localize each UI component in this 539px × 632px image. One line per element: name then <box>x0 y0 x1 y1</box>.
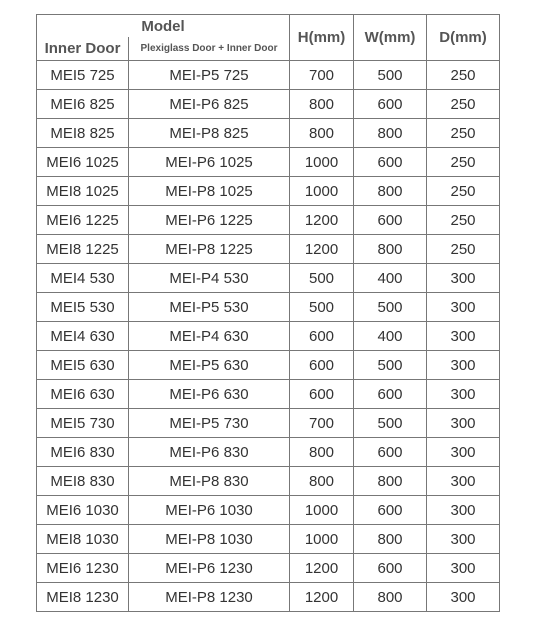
inner-door-cell: MEI8 825 <box>37 119 129 148</box>
depth-cell: 250 <box>427 235 500 264</box>
inner-door-cell: MEI4 630 <box>37 322 129 351</box>
width-cell: 600 <box>354 496 427 525</box>
width-cell: 800 <box>354 119 427 148</box>
table-row <box>37 409 500 438</box>
dimensions-table <box>36 14 500 612</box>
height-cell: 800 <box>290 90 354 119</box>
depth-cell: 250 <box>427 119 500 148</box>
table-row <box>37 525 500 554</box>
inner-door-cell: MEI6 1230 <box>37 554 129 583</box>
inner-door-cell: MEI5 725 <box>37 61 129 90</box>
plexiglass-door-cell: MEI-P6 830 <box>129 438 290 467</box>
depth-cell: 300 <box>427 554 500 583</box>
width-cell: 600 <box>354 148 427 177</box>
width-cell: 500 <box>354 351 427 380</box>
width-cell: 800 <box>354 467 427 496</box>
height-cell: 1200 <box>290 235 354 264</box>
plexiglass-door-cell: MEI-P4 630 <box>129 322 290 351</box>
depth-cell: 300 <box>427 467 500 496</box>
plexiglass-door-cell: MEI-P8 1225 <box>129 235 290 264</box>
width-cell: 600 <box>354 554 427 583</box>
inner-door-cell: MEI8 1225 <box>37 235 129 264</box>
table-row <box>37 264 500 293</box>
width-cell: 400 <box>354 322 427 351</box>
height-cell: 600 <box>290 351 354 380</box>
height-cell: 800 <box>290 119 354 148</box>
depth-cell: 300 <box>427 409 500 438</box>
table-row <box>37 583 500 612</box>
depth-cell: 250 <box>427 206 500 235</box>
height-cell: 700 <box>290 61 354 90</box>
inner-door-cell: MEI6 630 <box>37 380 129 409</box>
depth-header: D(mm) <box>427 15 500 61</box>
plexiglass-door-cell: MEI-P6 1030 <box>129 496 290 525</box>
depth-cell: 250 <box>427 148 500 177</box>
inner-door-cell: MEI4 530 <box>37 264 129 293</box>
table-row <box>37 148 500 177</box>
height-cell: 500 <box>290 293 354 322</box>
depth-cell: 300 <box>427 351 500 380</box>
inner-door-cell: MEI5 530 <box>37 293 129 322</box>
plexiglass-door-cell: MEI-P6 1025 <box>129 148 290 177</box>
table-row <box>37 380 500 409</box>
depth-cell: 300 <box>427 525 500 554</box>
depth-cell: 300 <box>427 380 500 409</box>
depth-cell: 300 <box>427 583 500 612</box>
height-cell: 700 <box>290 409 354 438</box>
height-cell: 1000 <box>290 496 354 525</box>
plexiglass-door-cell: MEI-P6 630 <box>129 380 290 409</box>
width-header: W(mm) <box>354 15 427 61</box>
plexiglass-door-cell: MEI-P6 1230 <box>129 554 290 583</box>
plexiglass-door-cell: MEI-P5 725 <box>129 61 290 90</box>
depth-cell: 300 <box>427 264 500 293</box>
inner-door-cell: MEI6 825 <box>37 90 129 119</box>
table-row <box>37 438 500 467</box>
depth-cell: 300 <box>427 322 500 351</box>
model-header: Model <box>37 15 290 38</box>
plexiglass-inner-door-header: Plexiglass Door + Inner Door <box>129 37 290 61</box>
table-header <box>37 15 500 61</box>
width-cell: 800 <box>354 525 427 554</box>
width-cell: 500 <box>354 61 427 90</box>
plexiglass-door-cell: MEI-P5 730 <box>129 409 290 438</box>
inner-door-cell: MEI8 1030 <box>37 525 129 554</box>
width-cell: 800 <box>354 583 427 612</box>
depth-cell: 250 <box>427 177 500 206</box>
width-cell: 600 <box>354 438 427 467</box>
inner-door-cell: MEI6 1030 <box>37 496 129 525</box>
table-body <box>37 61 500 612</box>
plexiglass-door-cell: MEI-P8 1030 <box>129 525 290 554</box>
plexiglass-door-cell: MEI-P6 825 <box>129 90 290 119</box>
height-header: H(mm) <box>290 15 354 61</box>
table-row <box>37 61 500 90</box>
inner-door-cell: MEI8 1025 <box>37 177 129 206</box>
height-cell: 1000 <box>290 148 354 177</box>
plexiglass-door-cell: MEI-P4 530 <box>129 264 290 293</box>
table-row <box>37 293 500 322</box>
table-row <box>37 206 500 235</box>
height-cell: 600 <box>290 380 354 409</box>
inner-door-cell: MEI8 830 <box>37 467 129 496</box>
table-row <box>37 235 500 264</box>
table-row <box>37 177 500 206</box>
height-cell: 1200 <box>290 583 354 612</box>
depth-cell: 300 <box>427 293 500 322</box>
inner-door-cell: MEI5 630 <box>37 351 129 380</box>
depth-cell: 300 <box>427 496 500 525</box>
height-cell: 1000 <box>290 525 354 554</box>
height-cell: 500 <box>290 264 354 293</box>
plexiglass-door-cell: MEI-P6 1225 <box>129 206 290 235</box>
plexiglass-door-cell: MEI-P8 1230 <box>129 583 290 612</box>
inner-door-cell: MEI6 1025 <box>37 148 129 177</box>
plexiglass-door-cell: MEI-P8 1025 <box>129 177 290 206</box>
table-row <box>37 119 500 148</box>
height-cell: 800 <box>290 438 354 467</box>
height-cell: 800 <box>290 467 354 496</box>
table-row <box>37 322 500 351</box>
table-row <box>37 90 500 119</box>
width-cell: 800 <box>354 235 427 264</box>
width-cell: 600 <box>354 90 427 119</box>
width-cell: 600 <box>354 380 427 409</box>
plexiglass-door-cell: MEI-P8 830 <box>129 467 290 496</box>
width-cell: 500 <box>354 409 427 438</box>
inner-door-header: Inner Door <box>37 37 129 61</box>
depth-cell: 300 <box>427 438 500 467</box>
inner-door-cell: MEI6 1225 <box>37 206 129 235</box>
plexiglass-door-cell: MEI-P8 825 <box>129 119 290 148</box>
header-row-top <box>37 15 500 38</box>
table-row <box>37 554 500 583</box>
plexiglass-door-cell: MEI-P5 630 <box>129 351 290 380</box>
table-row <box>37 351 500 380</box>
depth-cell: 250 <box>427 90 500 119</box>
height-cell: 1200 <box>290 554 354 583</box>
table-row <box>37 467 500 496</box>
depth-cell: 250 <box>427 61 500 90</box>
inner-door-cell: MEI6 830 <box>37 438 129 467</box>
inner-door-cell: MEI5 730 <box>37 409 129 438</box>
height-cell: 1000 <box>290 177 354 206</box>
inner-door-cell: MEI8 1230 <box>37 583 129 612</box>
height-cell: 600 <box>290 322 354 351</box>
plexiglass-door-cell: MEI-P5 530 <box>129 293 290 322</box>
width-cell: 400 <box>354 264 427 293</box>
width-cell: 600 <box>354 206 427 235</box>
width-cell: 800 <box>354 177 427 206</box>
height-cell: 1200 <box>290 206 354 235</box>
table-row <box>37 496 500 525</box>
width-cell: 500 <box>354 293 427 322</box>
